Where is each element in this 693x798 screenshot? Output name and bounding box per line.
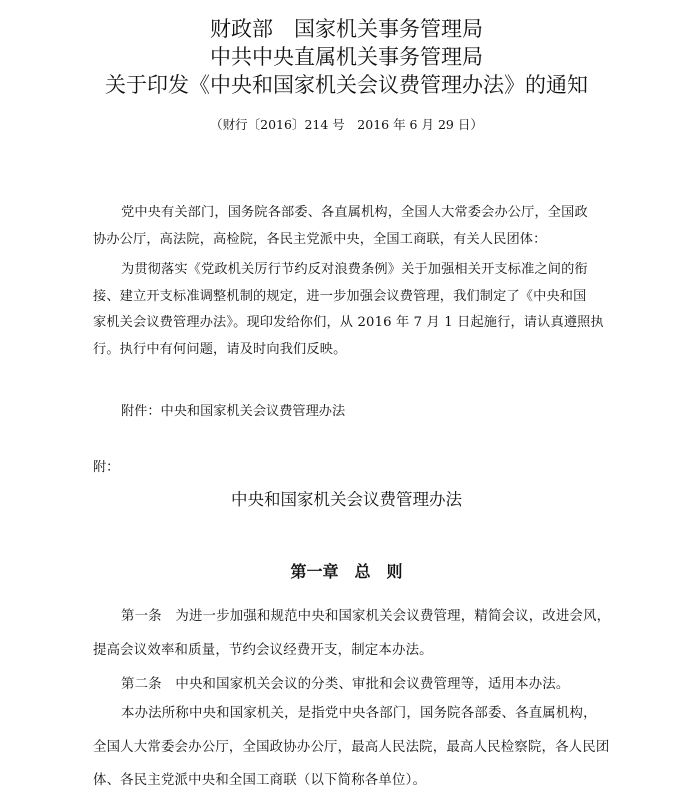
measures-title: 中央和国家机关会议费管理办法 (231, 490, 462, 509)
title-line-issuers-2: 中共中央直属机关事务管理局 (210, 45, 483, 69)
addressees-line: 协办公厅，高法院，高检院，各民主党派中央，全国工商联，有关人民团体： (93, 231, 547, 247)
article-1-paragraph (93, 600, 638, 667)
title-line-subject: 关于印发《中央和国家机关会议费管理办法》的通知 (105, 73, 588, 97)
article-2-continuation-line: 体、各民主党派中央和全国工商联（以下简称各单位）。 (93, 773, 427, 788)
article-2-continuation-paragraph (93, 697, 638, 798)
article-1-line: 提高会议效率和质量，节约会议经费开支，制定本办法。 (93, 642, 433, 658)
chapter-heading: 第一章 总 则 (290, 562, 403, 581)
attachment-mark: 附： (93, 460, 120, 475)
article-2-continuation-line: 全国人大常委会办公厅，全国政协办公厅，最高人民法院，最高人民检察院，各人民团 (93, 739, 610, 755)
notice-body-line: 家机关会议费管理办法》。现印发给你们，从 2016 年 7 月 1 日起施行，请认真遵照执 (93, 315, 604, 330)
notice-body-line: 接、建立开支标准调整机制的规定，进一步加强会议费管理，我们制定了《中央和国 (93, 288, 587, 304)
article-2-continuation-line: 本办法所称中央和国家机关，是指党中央各部门，国务院各部委、各直属机构， (121, 706, 597, 721)
article-1-line: 第一条 为进一步加强和规范中央和国家机关会议费管理，精简会议，改进会风， (121, 609, 611, 624)
title-line-issuers-1: 财政部 国家机关事务管理局 (210, 17, 483, 41)
notice-body-paragraph (93, 257, 633, 363)
addressees-line: 党中央有关部门，国务院各部委、各直属机构，全国人大常委会办公厅，全国政 (121, 205, 588, 220)
addressees-paragraph (93, 200, 633, 253)
notice-body-line: 行。执行中有何问题，请及时向我们反映。 (93, 341, 347, 357)
document-number: （财行〔2016〕214 号 2016 年 6 月 29 日） (210, 117, 483, 132)
attachment-line: 附件：中央和国家机关会议费管理办法 (121, 404, 346, 419)
notice-body-line: 为贯彻落实《党政机关厉行节约反对浪费条例》关于加强相关开支标准之间的衔 (121, 262, 588, 277)
article-2-line: 第二条 中央和国家机关会议的分类、审批和会议费管理等，适用本办法。 (121, 677, 570, 692)
